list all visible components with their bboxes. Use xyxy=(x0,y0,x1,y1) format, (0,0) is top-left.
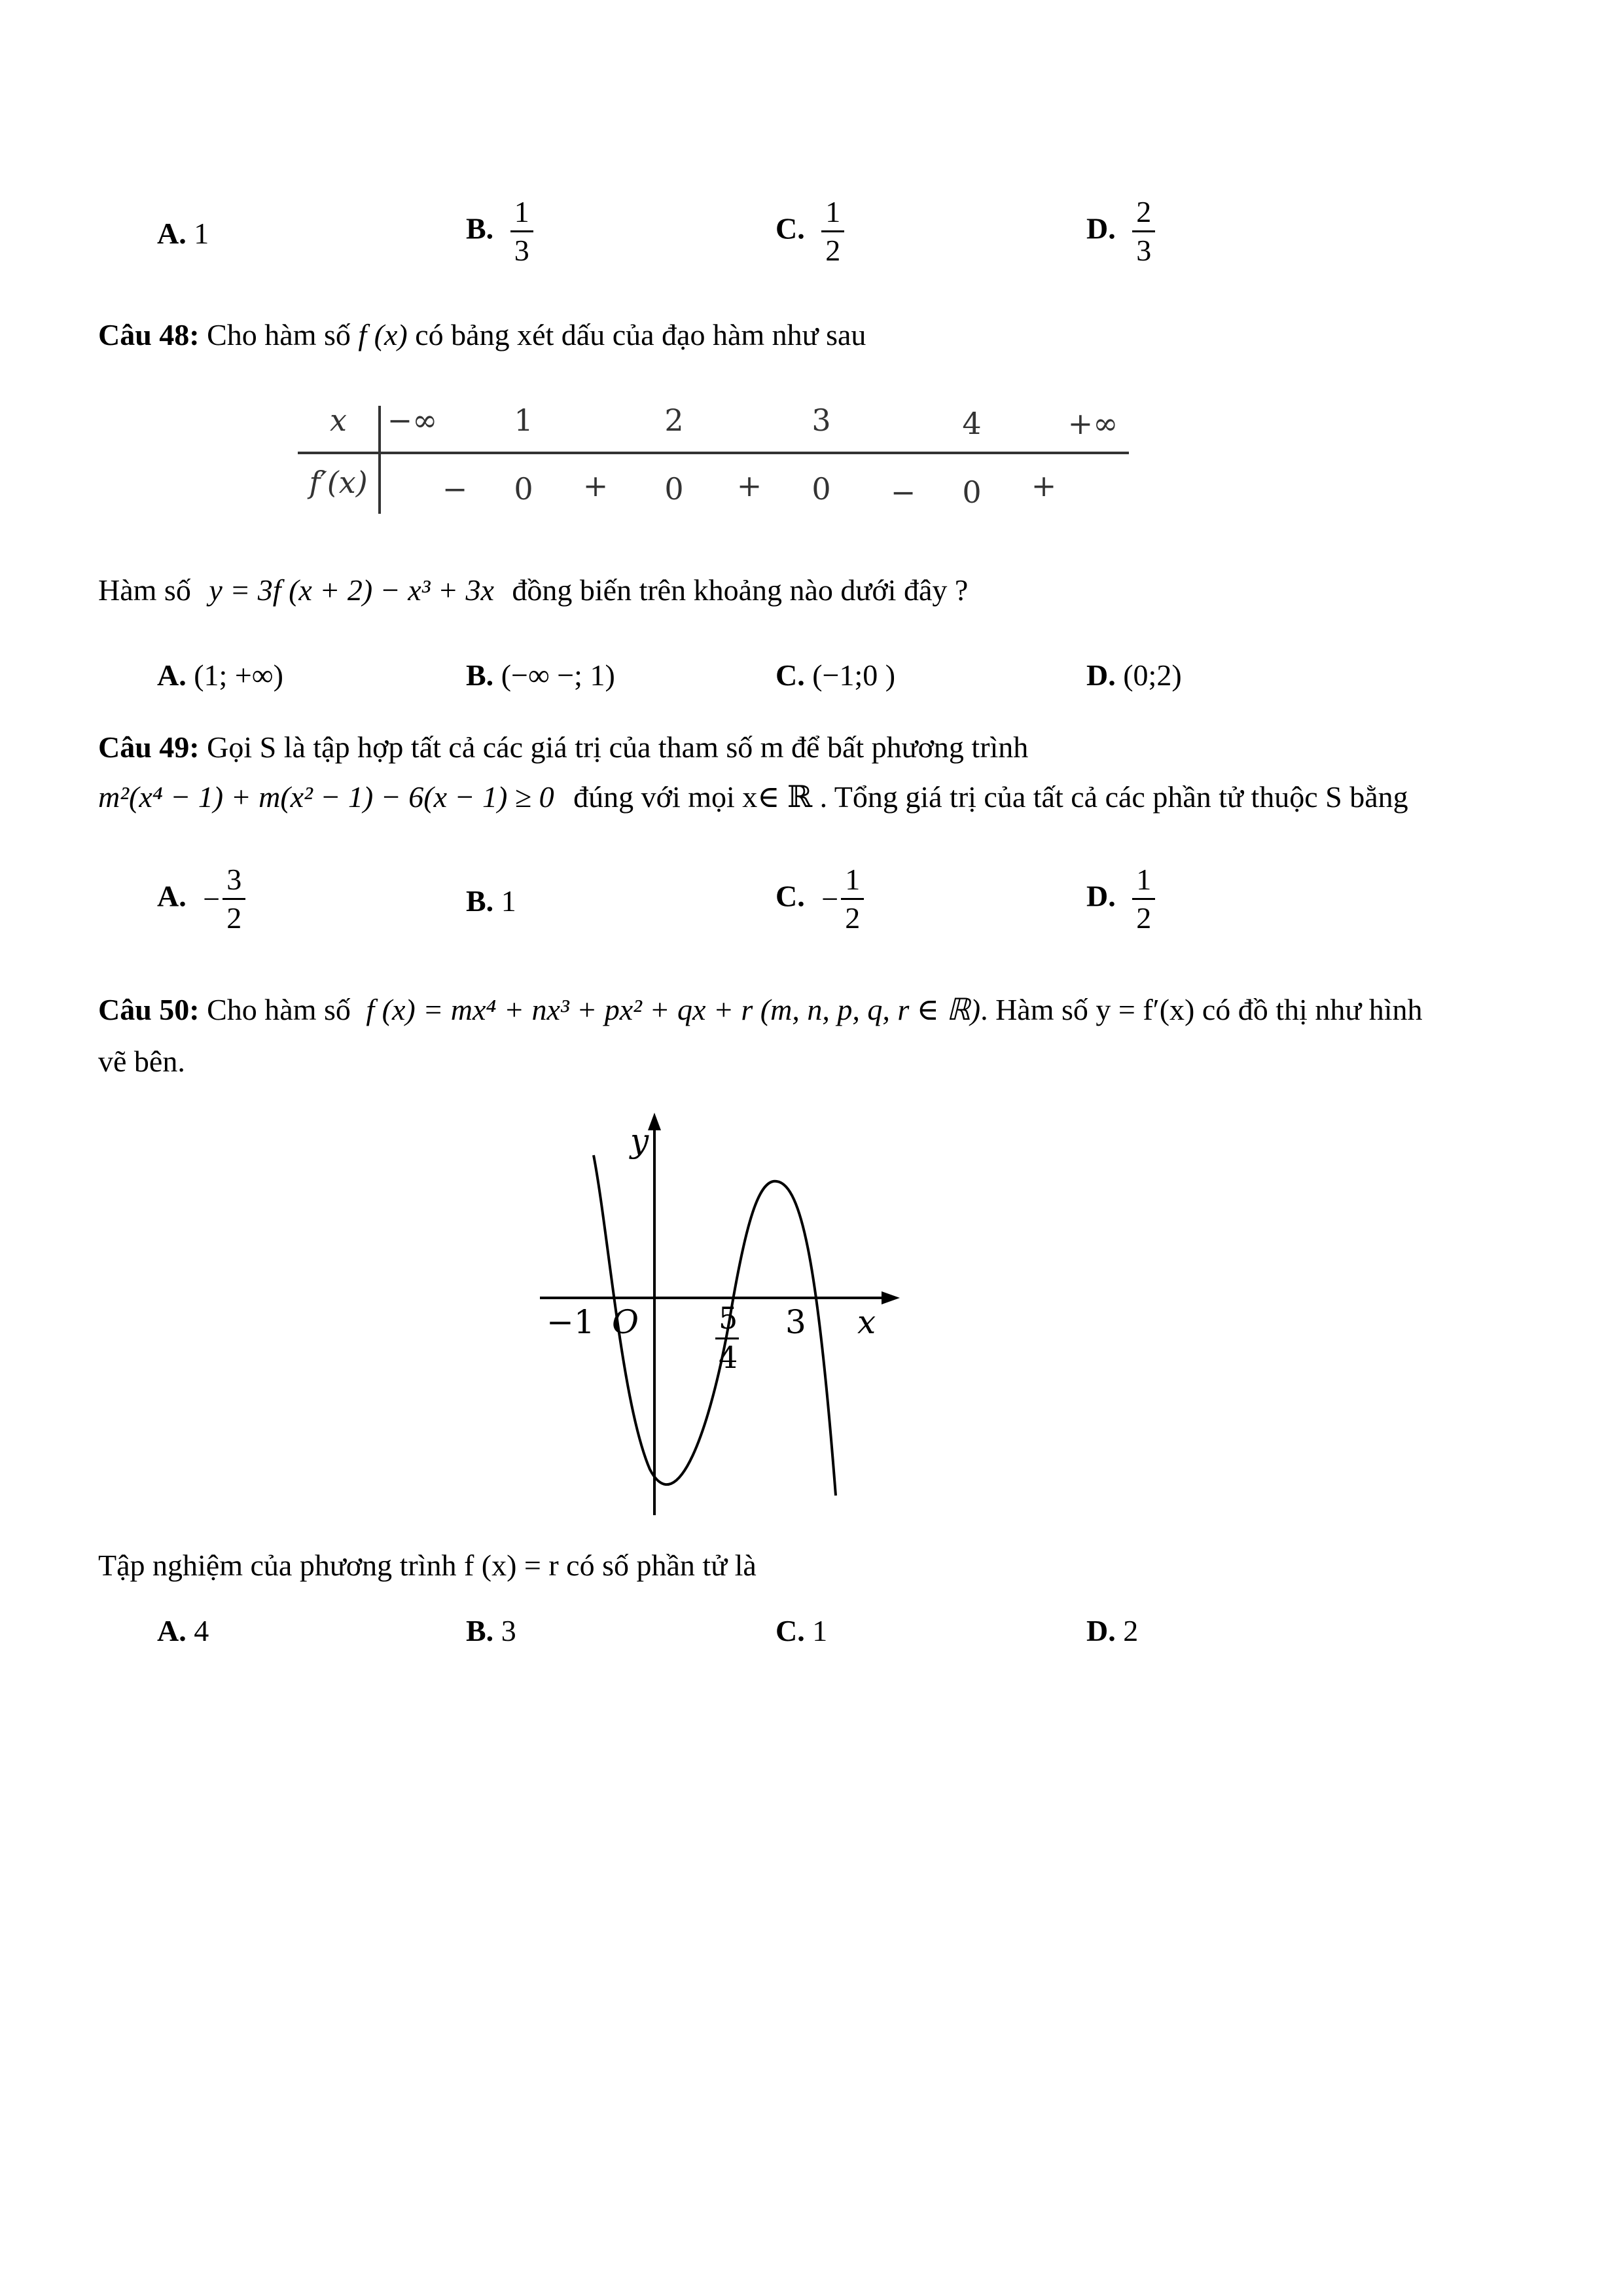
q48-option-a xyxy=(157,658,283,692)
question-text: Tập nghiệm của phương trình f (x) = r có số phần tử là xyxy=(98,1549,757,1582)
q48-option-c xyxy=(776,658,895,692)
option-value: (−1;0 ) xyxy=(812,658,896,692)
fraction xyxy=(1132,196,1155,267)
numerator: 1 xyxy=(841,864,864,900)
fraction xyxy=(223,864,245,935)
fprime-header: f′(x) xyxy=(309,465,368,500)
q49-option-a xyxy=(157,864,245,935)
tick-label-5-4-numerator: 5 xyxy=(719,1300,738,1336)
option-label: A. xyxy=(157,217,187,250)
inequality-formula: m²(x⁴ − 1) + m(x² − 1) − 6(x − 1) ≥ 0 xyxy=(98,780,554,814)
question-number: Câu 49: xyxy=(98,730,200,764)
question-text: vẽ bên. xyxy=(98,1045,185,1078)
option-label: D. xyxy=(1086,211,1116,245)
question-text: Hàm số xyxy=(98,573,191,607)
derivative-graph xyxy=(533,1103,926,1529)
option-label: C. xyxy=(776,211,805,245)
sign-cell: 0 xyxy=(664,471,684,507)
denominator: 2 xyxy=(226,901,242,935)
q49-option-d xyxy=(1086,864,1155,935)
x-value: 2 xyxy=(664,403,684,438)
tick-label-5-4-denominator: 4 xyxy=(719,1340,738,1375)
option-label: B. xyxy=(466,1614,494,1647)
tick-label-3: 3 xyxy=(785,1303,806,1341)
sign-cell: + xyxy=(1031,468,1057,503)
denominator: 3 xyxy=(1136,234,1152,268)
option-label: B. xyxy=(466,211,494,245)
option-label: A. xyxy=(157,658,187,692)
sign-cell: 0 xyxy=(514,471,533,507)
option-label: A. xyxy=(157,1614,187,1647)
numerator: 2 xyxy=(1132,196,1155,232)
q47-option-a xyxy=(157,216,209,251)
numerator: 1 xyxy=(510,196,533,232)
sign-cell: − xyxy=(442,471,468,507)
fraction xyxy=(510,196,533,267)
fraction xyxy=(1132,864,1155,935)
denominator: 2 xyxy=(845,901,861,935)
q48-option-b xyxy=(466,658,615,692)
polynomial-formula: f (x) = mx⁴ + nx³ + px² + qx + r (m, n, p, q, r ∈ ℝ) xyxy=(366,993,981,1026)
question-text: Gọi S là tập hợp tất cả các giá trị của tham số m để bất phương trình xyxy=(207,730,1029,764)
q50-option-a xyxy=(157,1613,209,1648)
origin-label: O xyxy=(612,1303,639,1341)
option-label: D. xyxy=(1086,658,1116,692)
option-label: B. xyxy=(466,658,494,692)
question-text: đồng biến trên khoảng nào dưới đây ? xyxy=(512,573,969,607)
q50-option-b xyxy=(466,1613,516,1648)
q50-ask xyxy=(98,1548,757,1583)
q49-option-b xyxy=(466,884,516,918)
fraction xyxy=(841,864,864,935)
sign-table xyxy=(298,393,1129,524)
numerator: 1 xyxy=(821,196,844,232)
denominator: 2 xyxy=(825,234,841,268)
q50-option-d xyxy=(1086,1613,1138,1648)
option-value: 3 xyxy=(501,1614,516,1647)
function-name: f (x) xyxy=(358,318,408,351)
option-label: D. xyxy=(1086,879,1116,913)
q49-stem xyxy=(98,730,1028,764)
x-axis-label: x xyxy=(857,1303,876,1341)
question-text: có bảng xét dấu của đạo hàm như sau xyxy=(415,318,866,351)
numerator: 3 xyxy=(223,864,245,900)
question-text: Cho hàm số xyxy=(207,318,351,351)
option-value: 4 xyxy=(194,1614,209,1647)
question-text: đúng với mọi x∈ ℝ . Tổng giá trị của tất cả các phần tử thuộc S bằng xyxy=(573,780,1408,814)
numerator: 1 xyxy=(1132,864,1155,900)
option-value: 2 xyxy=(1123,1614,1139,1647)
question-text: Cho hàm số xyxy=(207,993,351,1026)
option-label: C. xyxy=(776,879,805,913)
q50-stem xyxy=(98,992,1423,1027)
option-value: 1 xyxy=(501,884,516,918)
q50-stem-line2 xyxy=(98,1044,185,1079)
sign-cell: 0 xyxy=(812,471,831,507)
x-axis-arrow-icon xyxy=(882,1291,900,1304)
option-value: 1 xyxy=(194,217,209,250)
x-header: x xyxy=(330,403,347,438)
q47-option-c xyxy=(776,196,844,267)
option-label: A. xyxy=(157,879,187,913)
option-value: (0;2) xyxy=(1123,658,1182,692)
option-label: C. xyxy=(776,1614,805,1647)
option-value: (1; +∞) xyxy=(194,658,283,692)
option-label: C. xyxy=(776,658,805,692)
q48-stem xyxy=(98,317,866,352)
q49-stem-line2 xyxy=(98,779,1408,814)
q47-option-b xyxy=(466,196,533,267)
x-value: 3 xyxy=(812,403,831,438)
x-value: 1 xyxy=(514,403,533,438)
q49-option-c xyxy=(776,864,864,935)
q47-option-d xyxy=(1086,196,1155,267)
formula: y = 3f (x + 2) − x³ + 3x xyxy=(209,573,494,607)
q50-option-c xyxy=(776,1613,827,1648)
minus-sign: − xyxy=(203,882,221,916)
sign-cell: 0 xyxy=(962,475,982,510)
question-text: . Hàm số y = f′(x) có đồ thị như hình xyxy=(980,993,1423,1026)
fraction xyxy=(821,196,844,267)
x-value: −∞ xyxy=(387,403,438,438)
graph-svg xyxy=(533,1103,926,1522)
x-value: +∞ xyxy=(1067,406,1118,441)
q48-option-d xyxy=(1086,658,1182,692)
denominator: 2 xyxy=(1136,901,1152,935)
option-value: 1 xyxy=(812,1614,828,1647)
minus-sign: − xyxy=(821,882,839,916)
question-number: Câu 50: xyxy=(98,993,200,1026)
denominator: 3 xyxy=(514,234,529,268)
y-axis-arrow-icon xyxy=(648,1113,661,1130)
option-label: B. xyxy=(466,884,494,918)
sign-cell: + xyxy=(582,468,609,503)
y-axis-label: y xyxy=(630,1122,649,1160)
option-label: D. xyxy=(1086,1614,1116,1647)
sign-cell: − xyxy=(890,475,916,510)
option-value: (−∞ −; 1) xyxy=(501,658,615,692)
sign-cell: + xyxy=(736,468,762,503)
question-number: Câu 48: xyxy=(98,318,200,351)
q48-ask xyxy=(98,573,968,607)
x-value: 4 xyxy=(962,406,982,441)
tick-label-neg1: −1 xyxy=(546,1303,595,1341)
